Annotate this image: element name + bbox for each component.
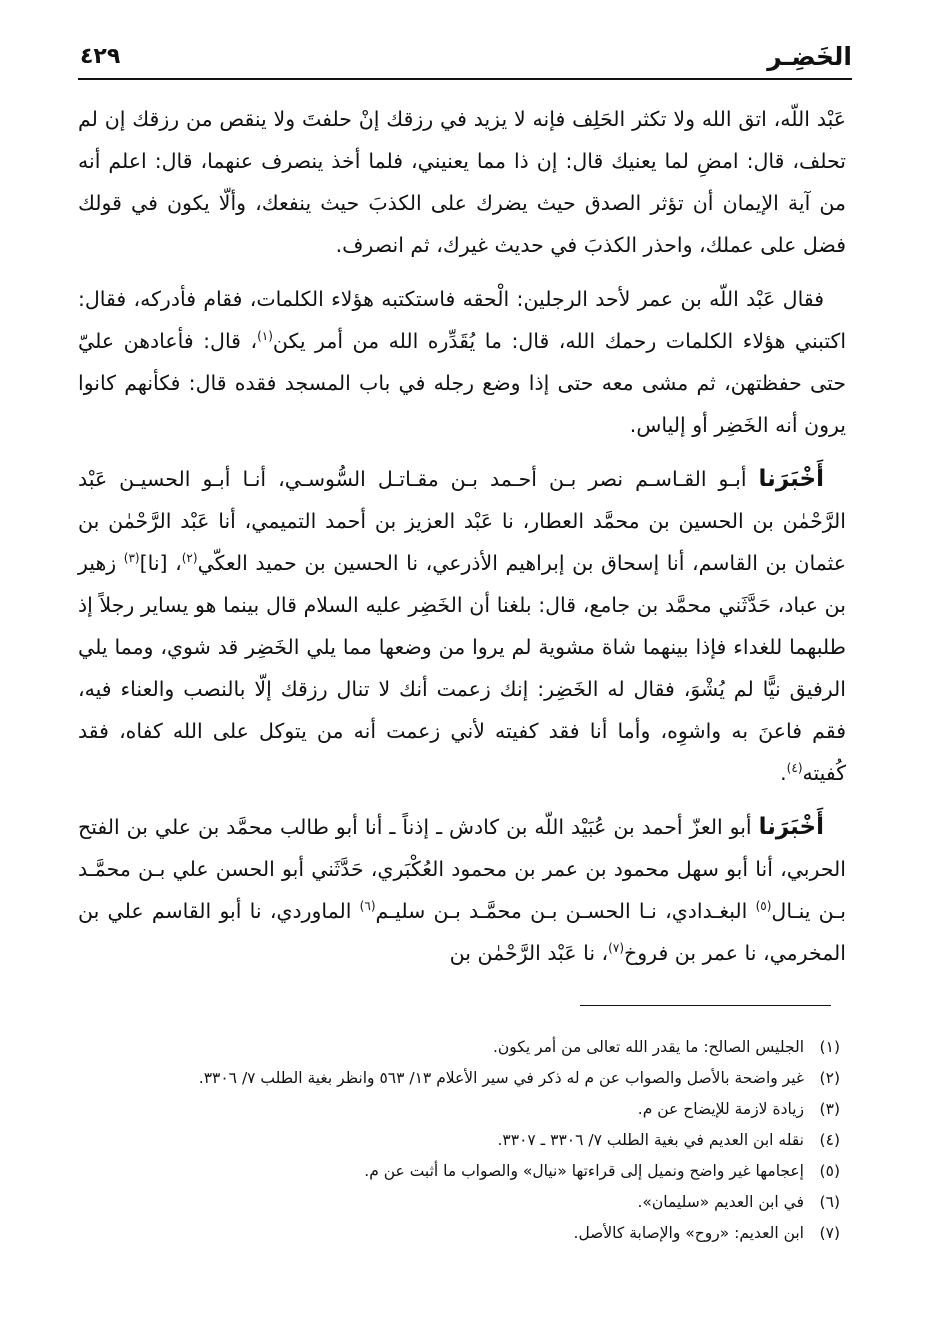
page-header [78, 40, 852, 76]
footnote-text: الجليس الصالح: ما يقدر الله تعالى من أمر يكون. [492, 1038, 804, 1056]
footnote-separator [580, 1005, 831, 1006]
lead-word: أَخْبَرَنا [758, 466, 824, 492]
footnotes [78, 1032, 840, 1249]
footnote-marker: (٥) [755, 899, 772, 914]
footnote-marker: (١) [257, 329, 273, 344]
footnote-text: في ابن العديم «سليمان». [637, 1193, 804, 1211]
footnote-marker: (٣) [123, 551, 140, 566]
footnote-number: (١) [819, 1038, 840, 1056]
footnote-marker: (٦) [359, 899, 376, 914]
footnote-text: ابن العديم: «روح» والإصابة كالأصل. [573, 1224, 804, 1242]
page-number: ٤٢٩ [80, 44, 121, 69]
paragraph-text: زهير بن عباد، حَدَّثَني محمَّد بن جامع، قال: بلغنا أن الخَضِر عليه السلام قال بينما هو يساير رجلاً إذ طلبهما للغداء فإذا بينهما شاة مشوية لم يروا من وضعها مما يلي الخَضِر قد شوي، ومما يلي الرفيق نيًّا لم يُشْوَ، فقال له الخَضِر: إنك زعمت أنك لا تنال رزقك إلّا بالنصب والعناء فيه، فقم فاعنَ به واشوِه، وأما أنا فقد كفيته لأني زعمت أنه من يتوكل على الله كفاه، فقد كُفيته [78, 551, 846, 785]
paragraph-text: الماوردي، نا أبو القاسم علي بن المخرمي، نا عمر بن فروخ [78, 899, 846, 965]
paragraph-text: أبو العزّ أحمد بن عُبَيْد اللّه بن كادش ـ إذناً ـ أنا أبو طالب محمَّد بن علي بن الفتح الحربي، أنا أبو سهل محمود بن عمر بن محمود العُكْبَري، حَدَّثَني أبو الحسن علي بـن محمَّـد بـن ينـال [78, 815, 846, 923]
running-title: الخَضِـر [767, 42, 852, 71]
footnote-text: إعجامها غير واضح ونميل إلى قراءتها «نيال» والصواب ما أثبت عن م. [364, 1162, 804, 1180]
paragraph-text: ، [نا] [139, 551, 182, 575]
paragraph-text: ، قال: فأعادهن عليّ حتى حفظتهن، ثم مشى معه حتى إذا وضع رجله في باب المسجد فقده قال: فكأنهم كانوا يرون أنه الخَضِر أو إلياس. [78, 329, 846, 437]
footnote-number: (٦) [819, 1193, 840, 1211]
paragraph-1 [78, 98, 846, 266]
paragraph-text: ، نا عَبْد الرَّحْمٰن بن [449, 941, 609, 965]
paragraph-4 [78, 806, 846, 974]
footnote-5 [78, 1156, 840, 1187]
footnote-number: (٢) [819, 1069, 840, 1087]
footnote-7 [78, 1218, 840, 1249]
paragraph-3 [78, 458, 846, 794]
header-rule [78, 78, 852, 80]
footnote-marker: (٢) [181, 551, 198, 566]
footnote-marker: (٧) [608, 941, 624, 956]
footnote-2 [78, 1063, 840, 1094]
footnote-text: زيادة لازمة للإيضاح عن م. [637, 1100, 804, 1118]
footnote-text: غير واضحة بالأصل والصواب عن م له ذكر في سير الأعلام ١٣/ ٥٦٣ وانظر بغية الطلب ٧/ ٣٣٠٦. [198, 1069, 804, 1087]
footnote-4 [78, 1125, 840, 1156]
footnote-number: (٥) [819, 1162, 840, 1180]
lead-word: أَخْبَرَنا [758, 814, 824, 840]
footnote-6 [78, 1187, 840, 1218]
footnote-1 [78, 1032, 840, 1063]
footnote-number: (٣) [819, 1100, 840, 1118]
footnote-number: (٤) [819, 1131, 840, 1149]
footnote-number: (٧) [819, 1224, 840, 1242]
paragraph-text: عَبْد اللّه، اتق الله ولا تكثر الحَلِف فإنه لا يزيد في رزقك إنْ حلفتَ ولا ينقص من رزقك إن لم تحلف، قال: امضِ لما يعنيك قال: إن ذا مما يعنيني، فلما أخذ ينصرف عنهما، قال: اعلم أنه من آية الإيمان أن تؤثر الصدق حيث يضرك على الكذبَ حيث ينفعك، وألّا يكون في قولك فضل على عملك، واحذر الكذبَ في حديث غيرك، ثم انصرف. [78, 107, 846, 257]
paragraph-2 [78, 278, 846, 446]
paragraph-text: البغـدادي، نـا الحسـن بـن محمَّـد بـن سليـم [375, 899, 756, 923]
paragraph-text: أبـو القـاسـم نصر بـن أحـمد بـن مقـاتـل السُّوسـي، أنـا أبـو الحسيـن عَبْد الرَّحْمٰن بن الحسين بن محمَّد العطار، نا عَبْد العزيز بن أحمد التميمي، أنا عَبْد الرَّحْمٰن بن عثمان بن القاسم، أنا إسحاق بن إبراهيم الأذرعي، نا الحسين بن حميد العكّي [78, 467, 846, 575]
paragraph-text: . [780, 761, 787, 785]
paragraph-text: فقال عَبْد اللّه بن عمر لأحد الرجلين: الْحقه فاستكتبه هؤلاء الكلمات، فقام فأدركه، فقال: اكتبني هؤلاء الكلمات رحمك الله، قال: ما يُقَدِّره الله من أمر يكن [78, 287, 847, 353]
footnote-marker: (٤) [786, 761, 803, 776]
main-text [78, 98, 846, 986]
footnote-3 [78, 1094, 840, 1125]
footnote-text: نقله ابن العديم في بغية الطلب ٧/ ٣٣٠٦ ـ ٣٣٠٧. [497, 1131, 804, 1149]
